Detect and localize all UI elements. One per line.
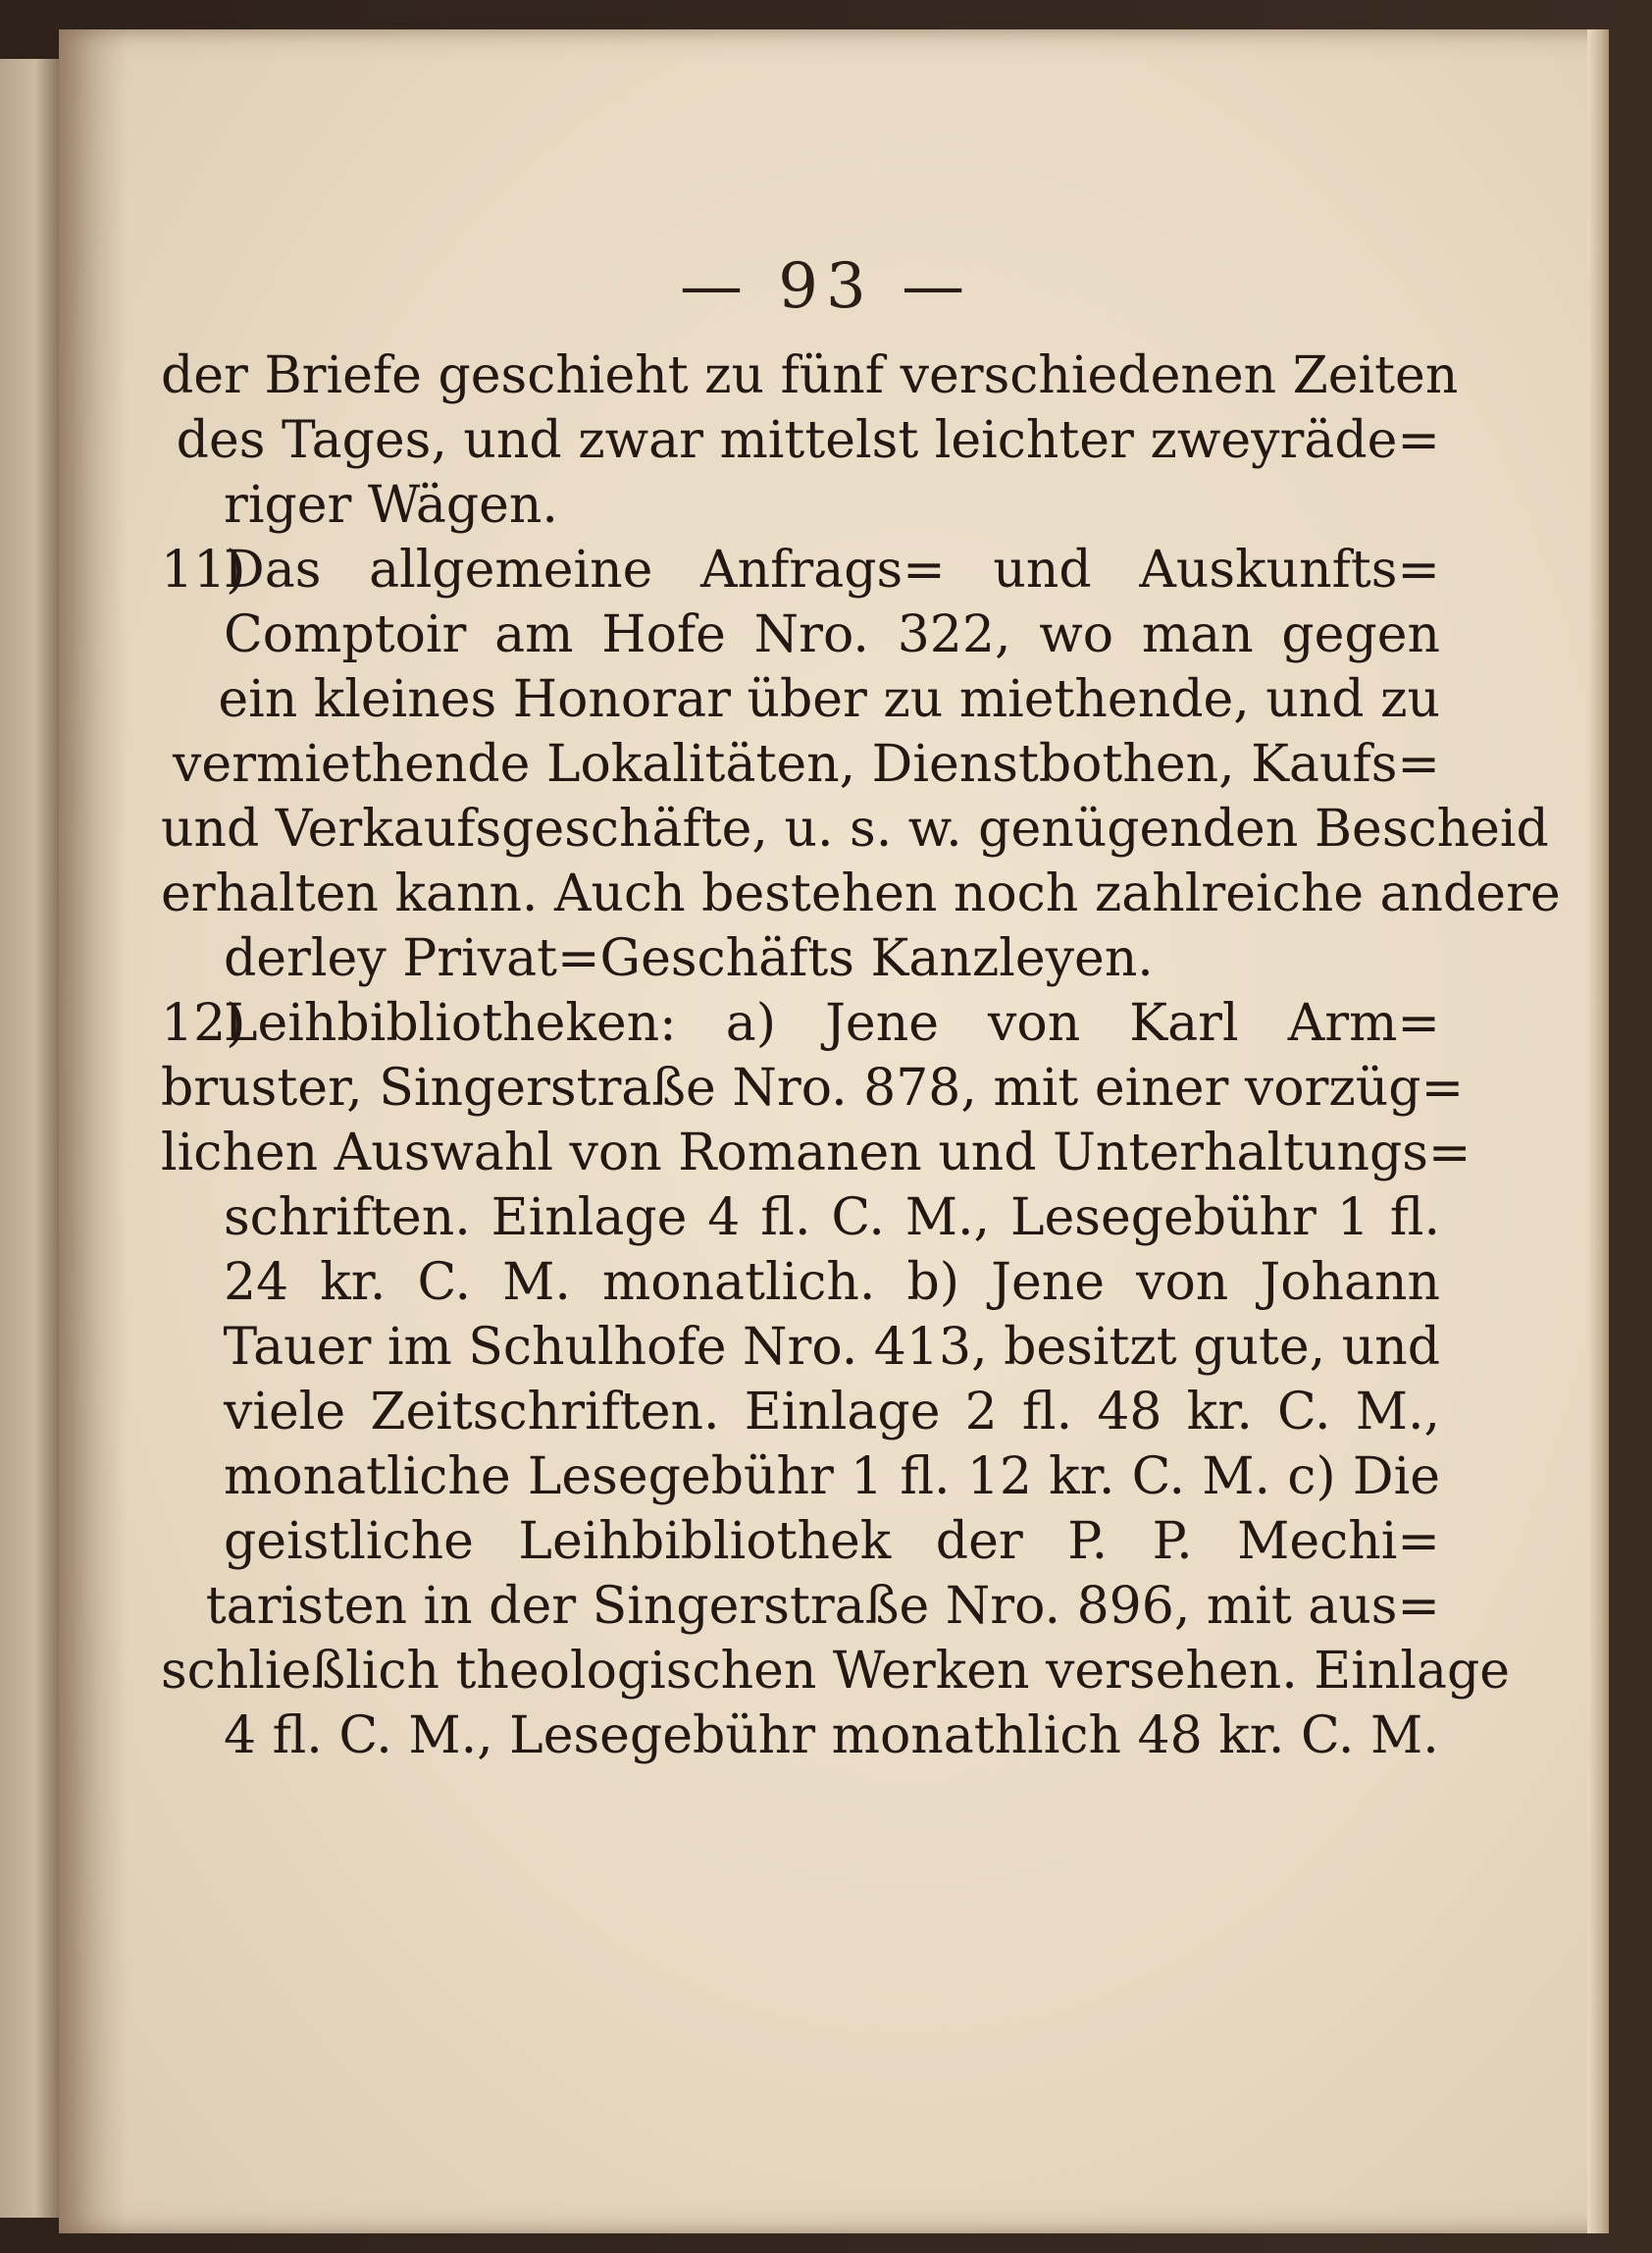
item-number: [161, 1574, 206, 1639]
line-text: und Verkaufsgeschäfte, u. s. w. genügenden Bescheid: [161, 800, 1549, 859]
text-line: [205, 1574, 1440, 1639]
item-number: [161, 732, 173, 797]
line-text: schließlich theologischen Werken versehen. Einlage: [161, 1642, 1511, 1701]
item-number: [161, 603, 224, 667]
item-number: 12): [161, 994, 246, 1053]
text-line: [161, 991, 1440, 1056]
line-text: erhalten kann. Auch bestehen noch zahlreiche andere: [161, 865, 1561, 923]
text-line: [161, 538, 1440, 603]
line-text: schriften. Einlage 4 fl. C. M., Lesegebühr 1 fl.: [224, 1188, 1440, 1247]
text-line: [161, 797, 1549, 862]
item-number: [161, 1444, 224, 1509]
line-text: geistliche Leihbibliothek der P. P. Mechi=: [224, 1512, 1440, 1571]
text-line: [224, 1250, 1440, 1315]
text-line: [224, 926, 1440, 991]
line-text: 4 fl. C. M., Lesegebühr monathlich 48 kr. C. M.: [224, 1706, 1439, 1765]
text-line: [224, 1703, 1440, 1768]
text-line: [224, 473, 1440, 538]
item-number: [161, 473, 224, 538]
facing-page-edge: [0, 59, 59, 2218]
line-text: Comptoir am Hofe Nro. 322, wo man gegen: [224, 605, 1440, 664]
item-number: [161, 1185, 224, 1250]
item-number: [161, 667, 218, 732]
line-text: Leihbibliotheken: a) Jene von Karl Arm=: [224, 994, 1440, 1053]
page-number: — 93 —: [679, 250, 973, 323]
item-number: [161, 408, 177, 473]
text-line: [224, 1315, 1440, 1380]
text-line: [161, 1056, 1465, 1121]
line-text: viele Zeitschriften. Einlage 2 fl. 48 kr. C. M.,: [224, 1383, 1440, 1441]
text-line: [176, 408, 1440, 473]
text-line: [224, 603, 1440, 667]
item-number: [161, 1250, 224, 1315]
item-number: 11): [161, 541, 246, 600]
line-text: 24 kr. C. M. monatlich. b) Jene von Johann: [224, 1253, 1440, 1312]
line-text: taristen in der Singerstraße Nro. 896, mit aus=: [205, 1577, 1440, 1636]
line-text: vermiethende Lokalitäten, Dienstbothen, Kaufs=: [172, 735, 1440, 794]
text-line: [224, 1444, 1440, 1509]
text-line: [161, 862, 1561, 926]
item-number: [161, 926, 224, 991]
text-line: [161, 1121, 1471, 1185]
line-text: derley Privat=Geschäfts Kanzleyen.: [224, 929, 1154, 988]
line-text: riger Wägen.: [224, 476, 558, 535]
item-number: [161, 1380, 224, 1444]
line-text: bruster, Singerstraße Nro. 878, mit einer vorzüg=: [161, 1059, 1465, 1118]
line-text: ein kleines Honorar über zu miethende, und zu: [218, 670, 1440, 729]
spine-shadow: [59, 29, 128, 2233]
line-text: der Briefe geschieht zu fünf verschiedenen Zeiten: [161, 346, 1459, 405]
text-line: [161, 1639, 1511, 1703]
text-line: [224, 1509, 1440, 1574]
line-text: Das allgemeine Anfrags= und Auskunfts=: [224, 541, 1440, 600]
line-text: lichen Auswahl von Romanen und Unterhaltungs=: [161, 1124, 1471, 1182]
text-line: [218, 667, 1440, 732]
text-line: [224, 1380, 1440, 1444]
text-line: [172, 732, 1440, 797]
item-number: [161, 1703, 224, 1768]
text-line: [224, 1185, 1440, 1250]
line-text: Tauer im Schulhofe Nro. 413, besitzt gute, und: [223, 1318, 1440, 1377]
page-edge: [1587, 29, 1609, 2233]
item-number: [161, 1509, 224, 1574]
text-line: [161, 343, 1459, 408]
line-text: des Tages, und zwar mittelst leichter zweyräde=: [176, 411, 1440, 470]
item-number: [161, 1315, 224, 1380]
body-text: [161, 343, 1561, 1768]
line-text: monatliche Lesegebühr 1 fl. 12 kr. C. M. c) Die: [224, 1447, 1440, 1506]
